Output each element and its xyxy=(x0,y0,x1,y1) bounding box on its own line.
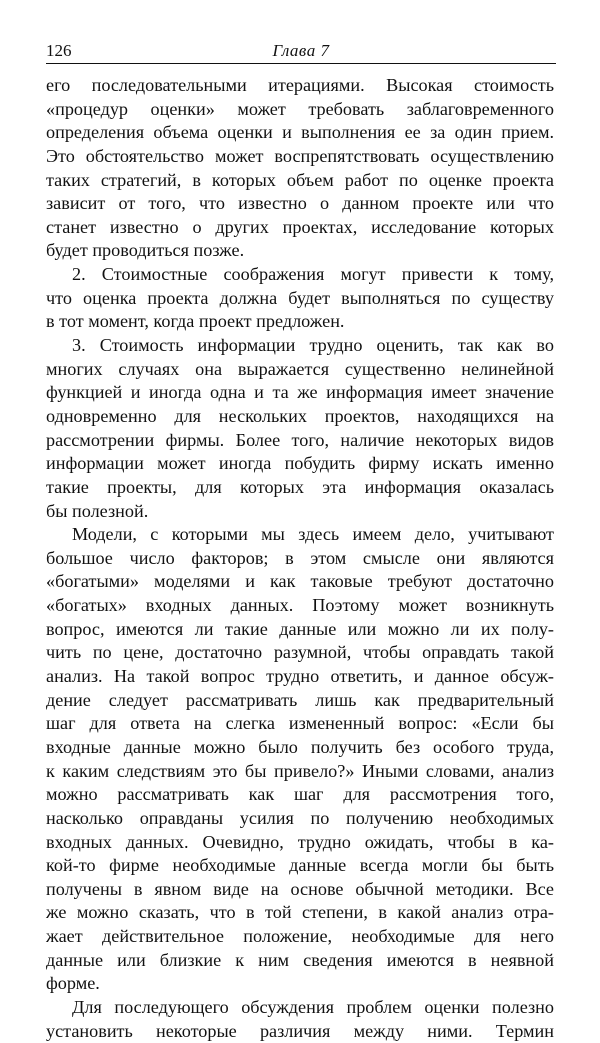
text-line: вопрос, имеются ли такие данные или можно ли их полу- xyxy=(46,618,554,639)
text-line: получены в явном виде на основе обычной методики. Все xyxy=(46,878,554,899)
header-rule xyxy=(46,63,556,64)
text-line: многих случаях она выражается существенно нелинейной xyxy=(46,358,554,379)
text-line: информации может иногда побудить фирму искать именно xyxy=(46,453,554,474)
text-line: входных данных. Очевидно, трудно ожидать, чтобы в ка- xyxy=(46,831,554,852)
text-line: можно рассматривать как шаг для рассмотрения того, xyxy=(46,784,554,805)
text-line: Для последующего обсуждения проблем оценки полезно xyxy=(72,996,554,1017)
text-line: шаг для ответа на слегка измененный вопрос: «Если бы xyxy=(46,713,554,734)
text-line: жает действительное положение, необходимые для него xyxy=(46,926,554,947)
text-line: кой-то фирме необходимые данные всегда могли бы быть xyxy=(46,855,554,876)
text-line: Модели, с которыми мы здесь имеем дело, учитывают xyxy=(72,524,554,545)
text-line: к каким следствиям это бы привело?» Иными словами, анализ xyxy=(46,760,554,781)
page-number: 126 xyxy=(46,41,72,60)
text-line: большое число факторов; в этом смысле они являются xyxy=(46,547,554,568)
text-line: «богатыми» моделями и как таковые требуют достаточно xyxy=(46,571,554,592)
text-line: установить некоторые различия между ними. Термин xyxy=(46,1020,554,1041)
text-line: такие проекты, для которых эта информация оказалась xyxy=(46,476,554,497)
text-line: будет проводиться позже. xyxy=(46,240,245,261)
text-line: «богатых» входных данных. Поэтому может возникнуть xyxy=(46,595,554,616)
text-line: данные или близкие к ним сведения имеются в неявной xyxy=(46,949,554,970)
text-line: одновременно для нескольких проектов, находящихся на xyxy=(46,405,554,426)
text-line: бы полезной. xyxy=(46,500,149,521)
text-line: форме. xyxy=(46,973,100,994)
body-text xyxy=(46,74,554,1043)
text-line: «процедур оценки» может требовать заблаговременного xyxy=(46,98,554,119)
text-line: функцией и иногда одна и та же информация имеет значение xyxy=(46,382,554,403)
text-line: рассмотрении фирмы. Более того, наличие некоторых видов xyxy=(46,429,554,450)
text-line: дение следует рассматривать лишь как предварительный xyxy=(46,689,554,710)
text-line: анализ. На такой вопрос трудно ответить, и данное обсуж- xyxy=(46,666,554,687)
text-line: что оценка проекта должна будет выполняться по существу xyxy=(46,287,554,308)
text-line: его последовательными итерациями. Высокая стоимость xyxy=(46,75,554,95)
running-header xyxy=(46,40,556,62)
text-line: входные данные можно было получить без особого труда, xyxy=(46,736,554,757)
text-line: зависит от того, что известно о данном проекте или что xyxy=(46,193,554,214)
chapter-title: Глава 7 xyxy=(272,41,330,60)
text-line: Это обстоятельство может воспрепятствовать осуществлению xyxy=(46,145,554,166)
text-line: же можно сказать, что в той степени, в какой анализ отра- xyxy=(46,902,554,923)
text-line: 2. Стоимостные соображения могут привести к тому, xyxy=(72,264,554,285)
text-line: насколько оправданы усилия по получению необходимых xyxy=(46,807,554,828)
text-line: 3. Стоимость информации трудно оценить, так как во xyxy=(72,335,554,356)
text-line: чить по цене, достаточно разумной, чтобы оправдать такой xyxy=(46,642,554,663)
text-line: таких стратегий, в которых объем работ по оценке проекта xyxy=(46,169,554,190)
text-line: определения объема оценки и выполнения ее за один прием. xyxy=(46,122,554,143)
text-line: в тот момент, когда проект предложен. xyxy=(46,311,345,332)
text-line: станет известно о других проектах, исследование которых xyxy=(46,216,554,237)
